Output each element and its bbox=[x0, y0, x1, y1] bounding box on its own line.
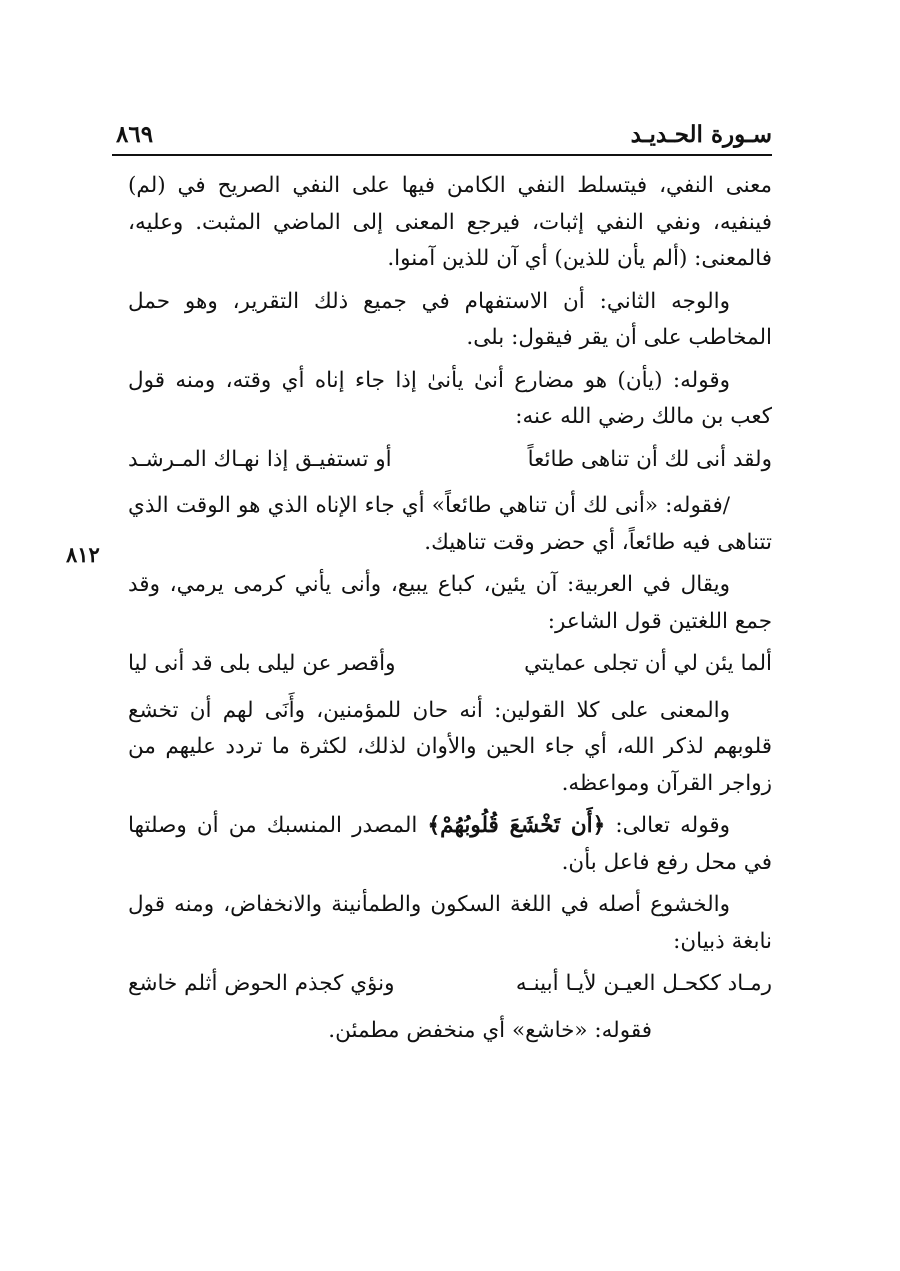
paragraph-8: والخشوع أصله في اللغة السكون والطمأنينة والانخفاض، ومنه قول نابغة ذبيان: bbox=[128, 892, 772, 954]
paragraph-7-end: المصدر المنسبك من أن وصلتها في محل رفع فاعل بأن. bbox=[128, 813, 772, 875]
poetry-verse-3 bbox=[128, 966, 772, 1003]
page-number: ٨٦٩ bbox=[116, 121, 154, 148]
verse-3-first-hemistich: رمـاد ككحـل العيـن لأيـا أبينـه bbox=[515, 971, 772, 996]
verse-3-second-hemistich: ونؤي كجذم الحوض أثلم خاشع bbox=[128, 971, 395, 996]
margin-reference-number: ٨١٢ bbox=[66, 542, 100, 567]
poetry-verse-2 bbox=[128, 646, 772, 683]
paragraph-7 bbox=[128, 808, 772, 881]
paragraph-4: /فقوله: «أنى لك أن تناهي طائعاً» أي جاء الإناه الذي هو الوقت الذي تتناهى فيه طائعاً، أي حضر وقت تناهيك. bbox=[128, 493, 772, 555]
paragraph-1: معنى النفي، فيتسلط النفي الكامن فيها على النفي الصريح في (لم) فينفيه، ونفي النفي إثبات، فيرجع المعنى إلى الماضي المثبت. وعليه، فالمعنى: (ألم يأن للذين) أي آن للذين آمنوا. bbox=[128, 173, 772, 271]
paragraph-3: وقوله: (يأن) هو مضارع أنىٰ يأنىٰ إذا جاء إناه أي وقته، ومنه قول كعب بن مالك رضي الله عنه: bbox=[128, 367, 772, 429]
verse-1-second-hemistich: أو تستفيـق إذا نهـاك المـرشـد bbox=[128, 446, 392, 472]
verse-1-first-hemistich: ولقد أنى لك أن تناهى طائعاً bbox=[527, 446, 772, 472]
paragraph-6: والمعنى على كلا القولين: أنه حان للمؤمنين، وأَنَى لهم أن تخشع قلوبهم لذكر الله، أي جاء الحين والأوان لذلك، لكثرة ما تردد عليهم من زواجر القرآن ومواعظه. bbox=[128, 697, 772, 796]
paragraph-5: ويقال في العربية: آن يئين، كباع يبيع، وأنى يأني كرمى يرمي، وقد جمع اللغتين قول الشاعر: bbox=[128, 572, 772, 634]
poetry-verse-1 bbox=[128, 442, 772, 479]
quran-quote: ﴿أَن تَخْشَعَ قُلُوبُهُمْ﴾ bbox=[427, 813, 606, 838]
verse-2-second-hemistich: وأقصر عن ليلى بلى قد أنى ليا bbox=[128, 651, 396, 676]
page-header bbox=[112, 120, 772, 156]
surah-title: سـورة الحـديـد bbox=[630, 121, 772, 148]
paragraph-7-start: وقوله تعالى: bbox=[615, 813, 730, 838]
verse-2-first-hemistich: ألما يئن لي أن تجلى عمايتي bbox=[524, 651, 772, 676]
paragraph-2: والوجه الثاني: أن الاستفهام في جميع ذلك التقرير، وهو حمل المخاطب على أن يقر فيقول: بلى. bbox=[128, 288, 772, 350]
page-body bbox=[128, 168, 772, 1055]
paragraph-9: فقوله: «خاشع» أي منخفض مطمئن. bbox=[328, 1017, 652, 1043]
